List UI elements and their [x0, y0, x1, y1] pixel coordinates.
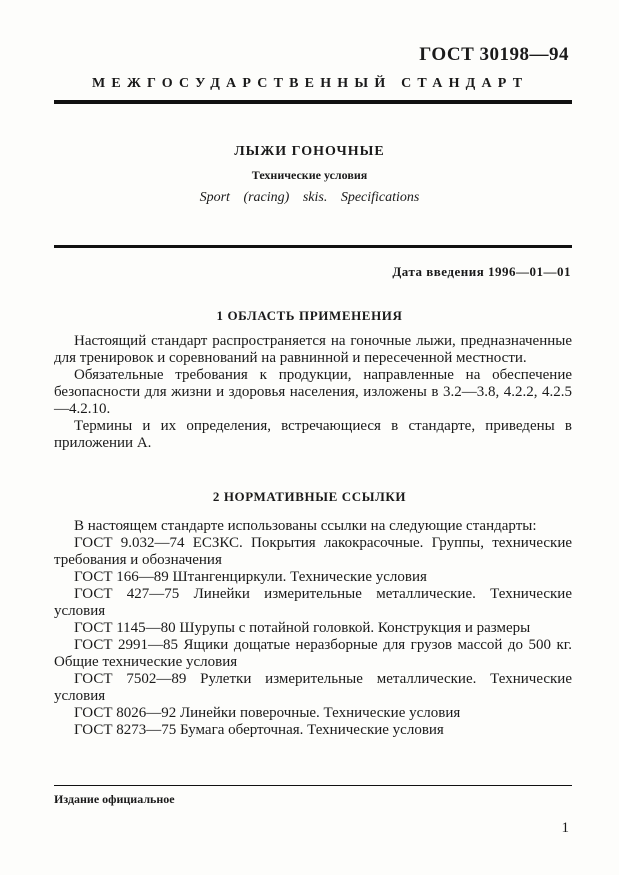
- document-code: ГОСТ 30198—94: [419, 44, 569, 65]
- header-divider: [54, 100, 572, 104]
- edition-label: Издание официальное: [54, 792, 175, 806]
- introduction-date: Дата введения 1996—01—01: [392, 264, 571, 279]
- paragraph: Обязательные требования к продукции, направленные на обеспечение безопасности для жизни и здоровья населения, изложены в 3.2—3.8, 4.2.2, 4.2.5—4.2.10.: [54, 367, 572, 417]
- english-title: Sport (racing) skis. Specifications: [199, 190, 420, 205]
- list-item: ГОСТ 2991—85 Ящики дощатые неразборные для грузов массой до 500 кг. Общие технические условия: [54, 637, 572, 670]
- document-title: ЛЫЖИ ГОНОЧНЫЕ: [234, 144, 385, 159]
- standard-type-heading: МЕЖГОСУДАРСТВЕННЫЙ СТАНДАРТ: [92, 76, 529, 91]
- references-intro: В настоящем стандарте использованы ссылки на следующие стандарты:: [74, 518, 537, 534]
- footer-divider: [54, 785, 572, 786]
- section-heading-scope: 1 ОБЛАСТЬ ПРИМЕНЕНИЯ: [216, 308, 403, 323]
- section-scope-body: [54, 333, 572, 452]
- document-subtitle: Технические условия: [251, 168, 368, 182]
- list-item: ГОСТ 8273—75 Бумага оберточная. Технические условия: [74, 722, 444, 738]
- paragraph: Настоящий стандарт распространяется на гоночные лыжи, предназначенные для тренировок и соревнований на равнинной и пересеченной местности.: [54, 333, 572, 366]
- page-number: 1: [561, 820, 569, 836]
- list-item: ГОСТ 9.032—74 ЕСЗКС. Покрытия лакокрасочные. Группы, технические требования и обозначения: [54, 535, 572, 568]
- list-item: ГОСТ 8026—92 Линейки поверочные. Технические условия: [74, 705, 461, 721]
- list-item: ГОСТ 427—75 Линейки измерительные металлические. Технические условия: [54, 586, 572, 619]
- list-item: ГОСТ 7502—89 Рулетки измерительные металлические. Технические условия: [54, 671, 572, 704]
- section-heading-references: 2 НОРМАТИВНЫЕ ССЫЛКИ: [212, 489, 407, 504]
- list-item: ГОСТ 1145—80 Шурупы с потайной головкой. Конструкция и размеры: [74, 620, 531, 636]
- list-item: ГОСТ 166—89 Штангенциркули. Технические условия: [74, 569, 427, 585]
- paragraph: Термины и их определения, встречающиеся в стандарте, приведены в приложении А.: [54, 418, 572, 451]
- title-divider: [54, 245, 572, 248]
- references-list: [54, 518, 572, 739]
